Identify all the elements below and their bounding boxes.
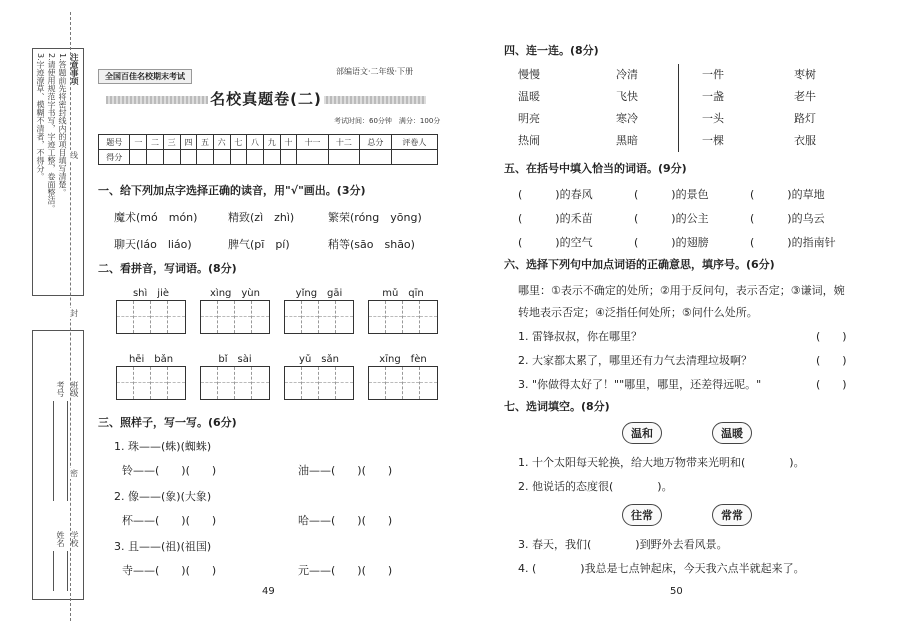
- score-header-9: 九: [263, 135, 280, 150]
- s4-word-col1-1[interactable]: 温暖: [518, 90, 540, 103]
- s1-item-2: 精致(zì zhì): [228, 211, 295, 224]
- s2-grid-6[interactable]: [200, 366, 270, 400]
- s1-item-4: 聊天(láo liáo): [114, 238, 192, 251]
- s6-intro-2: 转地表示否定；④泛指任何处所；⑤问什么处所。: [518, 306, 758, 319]
- s4-word-col3-3[interactable]: 一棵: [702, 134, 724, 147]
- s4-divider: [678, 64, 679, 152]
- s5-blank-0-0[interactable]: ( )的春风: [518, 188, 593, 201]
- score-header-4: 四: [180, 135, 197, 150]
- subject-label: 部编语文·二年级·下册: [336, 67, 414, 76]
- score-cell-3[interactable]: [163, 150, 180, 165]
- field-school: 学校: [70, 531, 79, 547]
- score-cell-13[interactable]: [360, 150, 391, 165]
- field-exam-no: 考号: [56, 381, 65, 397]
- cut-mark-mi: 密: [70, 469, 78, 478]
- page-title: 名校真题卷(二): [208, 88, 324, 109]
- s6-item-1: 1. 雷锋叔叔，你在哪里？: [518, 330, 642, 343]
- s6-intro-1: 哪里：①表示不确定的处所；②用于反问句，表示否定；③谦词，婉: [518, 284, 845, 297]
- score-header-6: 六: [213, 135, 230, 150]
- s4-word-col4-0[interactable]: 枣树: [794, 68, 816, 81]
- notes-box: [32, 48, 84, 296]
- s7-q4[interactable]: 4. ( )我总是七点钟起床，今天我六点半就起来了。: [518, 562, 805, 575]
- s4-word-col1-0[interactable]: 慢慢: [518, 68, 540, 81]
- section-5-title: 五、在括号中填入恰当的词语。(9分): [504, 162, 687, 175]
- score-cell-11[interactable]: [297, 150, 328, 165]
- score-header-10: 十: [280, 135, 297, 150]
- s1-item-3: 繁荣(róng yōng): [328, 211, 422, 224]
- s1-item-5: 脾气(pī pí): [228, 238, 290, 251]
- s4-word-col2-2[interactable]: 寒冷: [616, 112, 638, 125]
- notes-title: 注意事项: [70, 53, 79, 85]
- page-number-right: 50: [670, 586, 683, 597]
- score-cell-7[interactable]: [230, 150, 247, 165]
- s3-example-1: 1. 珠——(蛛)(蜘蛛): [114, 440, 212, 453]
- s7-q2[interactable]: 2. 他说话的态度很( )。: [518, 480, 673, 493]
- s2-pinyin-6: bǐ sài: [218, 354, 252, 365]
- s3-blank-1a[interactable]: 铃——( )( ): [122, 464, 217, 477]
- section-7-title: 七、选词填空。(8分): [504, 400, 610, 413]
- s2-grid-3[interactable]: [284, 300, 354, 334]
- s6-answer-3[interactable]: ( ): [816, 378, 847, 391]
- s5-blank-2-2[interactable]: ( )的指南针: [750, 236, 836, 249]
- s5-blank-2-1[interactable]: ( )的翅膀: [634, 236, 709, 249]
- score-header-11: 十一: [297, 135, 328, 150]
- word-pill-wenhe: 温和: [622, 422, 662, 444]
- score-header-5: 五: [197, 135, 214, 150]
- s2-grid-4[interactable]: [368, 300, 438, 334]
- s7-q1[interactable]: 1. 十个太阳每天轮换，给大地万物带来光明和( )。: [518, 456, 805, 469]
- score-header-8: 八: [247, 135, 264, 150]
- score-header-13: 总分: [360, 135, 391, 150]
- s5-blank-1-1[interactable]: ( )的公主: [634, 212, 709, 225]
- s4-word-col3-1[interactable]: 一盏: [702, 90, 724, 103]
- s2-pinyin-2: xìng yùn: [210, 288, 260, 299]
- s2-pinyin-4: mǔ qīn: [382, 288, 424, 299]
- s2-row-1: [116, 284, 446, 344]
- s3-example-2: 2. 像——(象)(大象): [114, 490, 212, 503]
- score-cell-8[interactable]: [247, 150, 264, 165]
- s5-blank-1-2[interactable]: ( )的乌云: [750, 212, 825, 225]
- s5-blank-1-0[interactable]: ( )的禾苗: [518, 212, 593, 225]
- score-header-2: 二: [147, 135, 164, 150]
- s6-item-2: 2. 大家都太累了，哪里还有力气去清理垃圾啊？: [518, 354, 752, 367]
- s3-example-3: 3. 且——(祖)(祖国): [114, 540, 212, 553]
- section-2-title: 二、看拼音，写词语。(8分): [98, 262, 237, 275]
- s6-answer-2[interactable]: ( ): [816, 354, 847, 367]
- word-pill-wangchang: 往常: [622, 504, 662, 526]
- s2-pinyin-1: shì jiè: [132, 288, 170, 299]
- score-cell-14[interactable]: [391, 150, 437, 165]
- title-bar: [106, 88, 426, 110]
- score-cell-4[interactable]: [180, 150, 197, 165]
- s4-word-col3-2[interactable]: 一头: [702, 112, 724, 125]
- s2-grid-2[interactable]: [200, 300, 270, 334]
- score-header-1: 一: [130, 135, 147, 150]
- word-pill-changchang: 常常: [712, 504, 752, 526]
- s7-q3[interactable]: 3. 春天，我们( )到野外去看风景。: [518, 538, 728, 551]
- s1-item-6: 稍等(sāo shāo): [328, 238, 415, 251]
- score-row-label: 得分: [99, 150, 130, 165]
- s4-word-col2-1[interactable]: 飞快: [616, 90, 638, 103]
- s6-item-3: 3. "你做得太好了！""哪里，哪里，还差得远呢。": [518, 378, 762, 391]
- exam-meta: 考试时间：60分钟 满分：100分: [334, 117, 441, 125]
- s2-row-2: [116, 350, 446, 410]
- s5-blank-0-1[interactable]: ( )的景色: [634, 188, 709, 201]
- s3-blank-3a[interactable]: 寺——( )( ): [122, 564, 217, 577]
- s4-word-col4-2[interactable]: 路灯: [794, 112, 816, 125]
- section-3-title: 三、照样子，写一写。(6分): [98, 416, 237, 429]
- s5-blank-0-2[interactable]: ( )的草地: [750, 188, 825, 201]
- s2-pinyin-3: yǐng gāi: [295, 288, 343, 299]
- s3-blank-3b[interactable]: 元——( )( ): [298, 564, 393, 577]
- s3-blank-2b[interactable]: 哈——( )( ): [298, 514, 393, 527]
- cut-mark-feng: 封: [70, 309, 78, 318]
- s4-word-col4-1[interactable]: 老牛: [794, 90, 816, 103]
- cut-mark-xian: 线: [70, 151, 78, 160]
- series-badge: 全国百佳名校期末考试: [98, 69, 192, 84]
- s2-pinyin-7: yǔ sǎn: [299, 354, 339, 365]
- page-number-left: 49: [262, 586, 275, 597]
- score-cell-5[interactable]: [197, 150, 214, 165]
- binding-strip: [0, 0, 86, 633]
- section-6-title: 六、选择下列句中加点词语的正确意思，填序号。(6分): [504, 258, 775, 271]
- s3-blank-2a[interactable]: 杯——( )( ): [122, 514, 217, 527]
- s3-blank-1b[interactable]: 油——( )( ): [298, 464, 393, 477]
- note-2: 2.请使用规范字书写，字迹工整，卷面整洁。: [47, 53, 56, 213]
- section-1-title: 一、给下列加点字选择正确的读音，用"√"画出。(3分): [98, 184, 366, 197]
- s6-answer-1[interactable]: ( ): [816, 330, 847, 343]
- s1-item-1: 魔术(mó món): [114, 211, 198, 224]
- word-pill-wennuan: 温暖: [712, 422, 752, 444]
- left-page: [92, 52, 442, 622]
- s4-word-col4-3[interactable]: 衣服: [794, 134, 816, 147]
- score-header-7: 七: [230, 135, 247, 150]
- s2-pinyin-5: hēi bǎn: [128, 354, 174, 365]
- s4-word-col1-2[interactable]: 明亮: [518, 112, 540, 125]
- score-cell-9[interactable]: [263, 150, 280, 165]
- score-header-0: 题号: [99, 135, 130, 150]
- score-cell-12[interactable]: [328, 150, 359, 165]
- s5-blank-2-0[interactable]: ( )的空气: [518, 236, 593, 249]
- student-info-box: [32, 330, 84, 600]
- score-cell-10[interactable]: [280, 150, 297, 165]
- score-cell-2[interactable]: [147, 150, 164, 165]
- s2-grid-7[interactable]: [284, 366, 354, 400]
- section-4-title: 四、连一连。(8分): [504, 44, 599, 57]
- s4-word-col2-3[interactable]: 黑暗: [616, 134, 638, 147]
- s2-grid-8[interactable]: [368, 366, 438, 400]
- score-header-3: 三: [163, 135, 180, 150]
- s2-grid-1[interactable]: [116, 300, 186, 334]
- score-cell-1[interactable]: [130, 150, 147, 165]
- score-table: [98, 134, 438, 165]
- field-name: 姓名: [56, 531, 65, 547]
- right-page: [498, 42, 870, 622]
- field-class: 班级: [70, 381, 79, 397]
- note-1: 1.答题前先将密封线内的项目填写清楚。: [58, 53, 67, 197]
- score-header-12: 十二: [328, 135, 359, 150]
- score-header-14: 评卷人: [391, 135, 437, 150]
- note-3: 3.字迹潦草、模糊不清者，不得分。: [36, 53, 45, 181]
- s2-pinyin-8: xīng fèn: [379, 354, 427, 365]
- score-cell-6[interactable]: [213, 150, 230, 165]
- s4-word-col1-3[interactable]: 热闹: [518, 134, 540, 147]
- s2-grid-5[interactable]: [116, 366, 186, 400]
- s4-word-col2-0[interactable]: 冷清: [616, 68, 638, 81]
- s4-word-col3-0[interactable]: 一件: [702, 68, 724, 81]
